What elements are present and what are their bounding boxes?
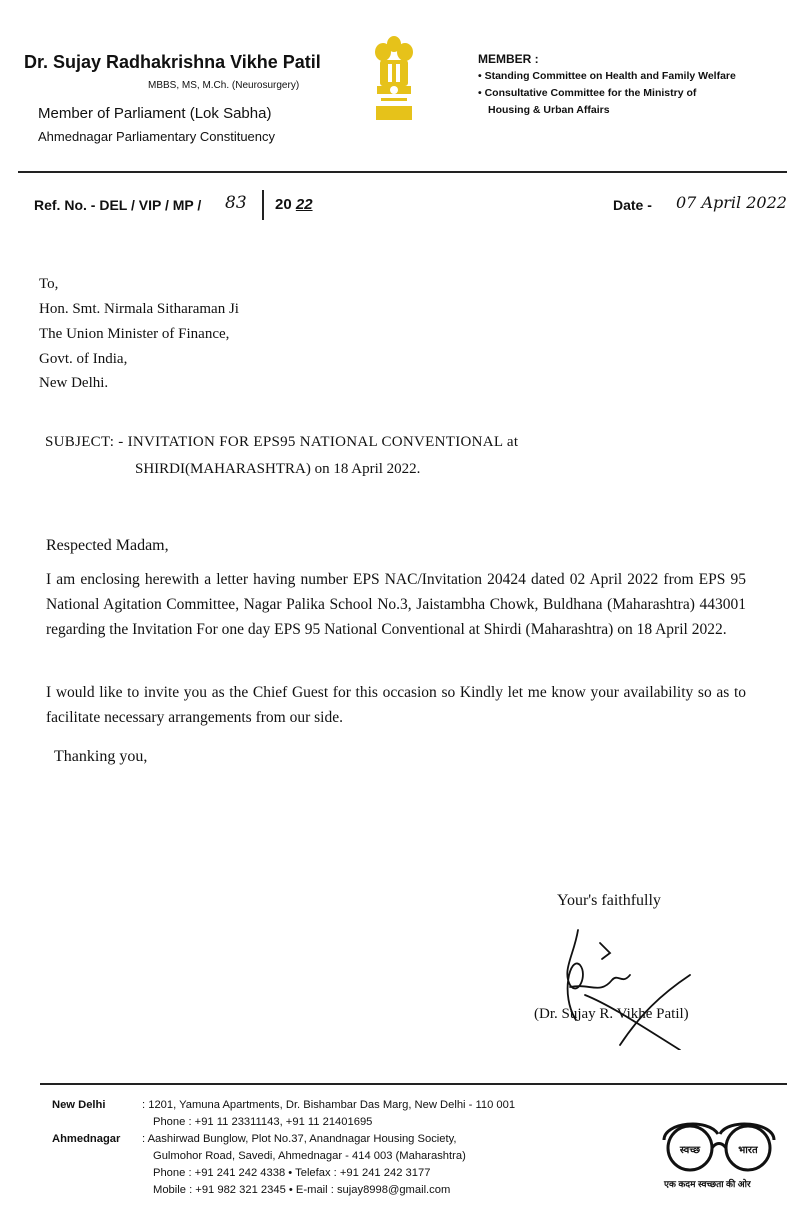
ref-year <box>275 196 313 213</box>
sender-name: Dr. Sujay Radhakrishna Vikhe Patil <box>24 52 321 72</box>
swachh-bharat-logo-icon <box>658 1112 780 1174</box>
recipient-line: New Delhi. <box>39 375 109 391</box>
footer-address-line: Gulmohor Road, Savedi, Ahmednagar - 414 003 (Maharashtra) <box>153 1150 466 1162</box>
recipient-line: Govt. of India, <box>39 351 128 367</box>
recipient-line: The Union Minister of Finance, <box>39 326 230 342</box>
member-committee-line: • Consultative Committee for the Ministry of <box>478 87 697 99</box>
date-label: Date - <box>613 197 652 213</box>
member-title: MEMBER : <box>478 52 539 66</box>
footer-phone-line: Phone : +91 241 242 4338 • Telefax : +91 241 242 3177 <box>153 1167 431 1179</box>
footer-ahmednagar-label: Ahmednagar <box>52 1133 121 1145</box>
signatory-name: (Dr. Sujay R. Vikhe Patil) <box>534 1006 689 1022</box>
swachh-right-text: भारत <box>738 1145 758 1156</box>
valediction: Your's faithfully <box>557 892 661 909</box>
ref-number: 83 <box>225 193 247 213</box>
footer-address-line: : 1201, Yamuna Apartments, Dr. Bishambar Das Marg, New Delhi - 110 001 <box>142 1099 516 1111</box>
header-divider <box>18 171 787 173</box>
thanks-line: Thanking you, <box>54 748 148 765</box>
footer-phone-line: Phone : +91 11 23311143, +91 11 21401695 <box>153 1116 373 1128</box>
recipient-line: Hon. Smt. Nirmala Sitharaman Ji <box>39 301 239 317</box>
sender-qualifications: MBBS, MS, M.Ch. (Neurosurgery) <box>148 80 300 91</box>
body-paragraph: I would like to invite you as the Chief Guest for this occasion so Kindly let me know your availability so as to facilitate necessary arrangements from our side. <box>46 684 746 726</box>
salutation: Respected Madam, <box>46 537 169 554</box>
subject-line: SHIRDI(MAHARASHTRA) on 18 April 2022. <box>135 461 421 477</box>
footer-new-delhi-label: New Delhi <box>52 1099 106 1111</box>
subject-line: SUBJECT: - INVITATION FOR EPS95 NATIONAL CONVENTIONAL at <box>45 434 519 450</box>
swachh-left-text: स्वच्छ <box>679 1145 701 1156</box>
date-value: 07 April 2022 <box>676 193 787 212</box>
ref-year-suffix: 22 <box>295 196 313 213</box>
ref-year-prefix: 20 <box>275 196 292 213</box>
ref-label: Ref. No. - DEL / VIP / MP / <box>34 197 202 213</box>
footer-contact-line: Mobile : +91 982 321 2345 • E-mail : sujay8998@gmail.com <box>153 1184 451 1196</box>
national-emblem-icon <box>372 34 416 126</box>
member-committee-line: Housing & Urban Affairs <box>488 104 610 116</box>
ref-separator <box>262 190 264 220</box>
sender-constituency: Ahmednagar Parliamentary Constituency <box>38 129 276 144</box>
footer-divider <box>40 1083 787 1085</box>
member-committee-line: • Standing Committee on Health and Family Welfare <box>478 70 736 82</box>
footer-address-line: : Aashirwad Bunglow, Plot No.37, Anandnagar Housing Society, <box>142 1133 457 1145</box>
swachh-tagline: एक कदम स्वच्छता की ओर <box>664 1179 751 1189</box>
body-paragraph: I am enclosing herewith a letter having number EPS NAC/Invitation 20424 dated 02 April 2022 from EPS 95 National Agitation Committee, Nagar Palika School No.3, Jaistambha Chowk, Buldhana (Maharashtra) 443001 regarding the Invitation For one day EPS 95 National Conventional at Shirdi (Maharashtra) on 18 April 2022. <box>46 571 746 638</box>
signature-icon <box>540 925 700 1050</box>
sender-position: Member of Parliament (Lok Sabha) <box>38 105 272 122</box>
recipient-line: To, <box>39 276 59 292</box>
